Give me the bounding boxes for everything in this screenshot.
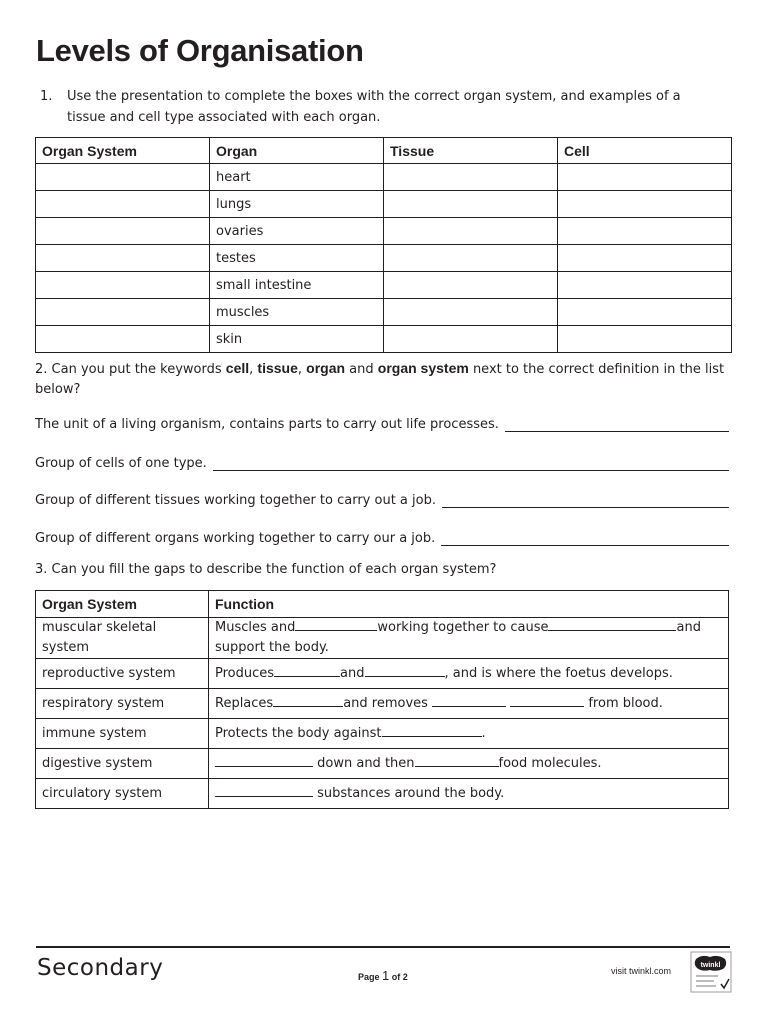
definition-row bbox=[35, 531, 729, 546]
gap-blank[interactable] bbox=[295, 618, 377, 631]
cell-type-cell[interactable] bbox=[558, 218, 732, 245]
table-row bbox=[36, 272, 732, 299]
definition-row bbox=[35, 417, 729, 432]
organ-system-cell[interactable] bbox=[36, 191, 210, 218]
function-part: Muscles and bbox=[215, 620, 296, 635]
function-part: from blood. bbox=[588, 695, 663, 711]
cell-type-cell[interactable] bbox=[558, 326, 732, 353]
gap-blank[interactable] bbox=[432, 694, 506, 707]
question-2 bbox=[35, 358, 729, 400]
definition-text: The unit of a living organism, contains parts to carry out life processes. bbox=[35, 417, 499, 432]
keyword-organ: organ bbox=[306, 360, 346, 376]
gap-blank[interactable] bbox=[510, 694, 584, 707]
organ-cell: small intestine bbox=[210, 272, 384, 299]
definition-text: Group of different tissues working together to carry out a job. bbox=[35, 493, 436, 508]
organ-cell: testes bbox=[210, 245, 384, 272]
function-text bbox=[209, 689, 729, 719]
separator: , bbox=[249, 362, 258, 377]
organ-table bbox=[35, 137, 732, 353]
answer-line[interactable] bbox=[441, 532, 729, 546]
table-row bbox=[36, 659, 729, 689]
definition-row bbox=[35, 493, 729, 508]
answer-line[interactable] bbox=[213, 457, 729, 471]
function-part: working together to cause bbox=[377, 620, 549, 635]
question-2-prefix: 2. Can you put the keywords bbox=[35, 362, 226, 377]
gap-blank[interactable] bbox=[215, 754, 313, 767]
function-part: and removes bbox=[343, 695, 428, 711]
table-row bbox=[36, 749, 729, 779]
table-row bbox=[36, 191, 732, 218]
brand-label: Secondary bbox=[37, 955, 164, 981]
tissue-cell[interactable] bbox=[384, 299, 558, 326]
function-part: Replaces bbox=[215, 695, 274, 711]
cell-type-cell[interactable] bbox=[558, 299, 732, 326]
question-1 bbox=[40, 86, 720, 128]
gap-blank[interactable] bbox=[548, 618, 676, 631]
function-part: Protects the body against bbox=[215, 725, 382, 741]
tissue-cell[interactable] bbox=[384, 245, 558, 272]
organ-system-cell[interactable] bbox=[36, 299, 210, 326]
function-text bbox=[209, 618, 729, 659]
function-part: down and then bbox=[317, 755, 415, 771]
organ-cell: lungs bbox=[210, 191, 384, 218]
organ-system-cell[interactable] bbox=[36, 245, 210, 272]
function-text bbox=[209, 749, 729, 779]
organ-system-cell[interactable] bbox=[36, 164, 210, 191]
tissue-cell[interactable] bbox=[384, 164, 558, 191]
gap-blank[interactable] bbox=[415, 754, 499, 767]
question-2-suffix: next to the correct definition in the list below? bbox=[35, 362, 725, 397]
page-number bbox=[358, 968, 408, 983]
organ-cell: skin bbox=[210, 326, 384, 353]
function-part: , and is where the foetus develops. bbox=[444, 665, 673, 681]
cell-type-cell[interactable] bbox=[558, 272, 732, 299]
header-organ-system: Organ System bbox=[36, 591, 209, 618]
function-part: substances around the body. bbox=[317, 785, 505, 801]
page-num: 1 bbox=[382, 968, 390, 983]
function-part: and support the body. bbox=[215, 620, 701, 655]
function-part: . bbox=[481, 725, 486, 741]
question-1-number: 1. bbox=[40, 89, 53, 104]
definition-row bbox=[35, 456, 729, 471]
separator: and bbox=[345, 362, 378, 377]
system-name: reproductive system bbox=[36, 659, 209, 689]
tissue-cell[interactable] bbox=[384, 272, 558, 299]
system-name: immune system bbox=[36, 719, 209, 749]
table-row bbox=[36, 719, 729, 749]
page-prefix: Page bbox=[358, 972, 383, 982]
gap-blank[interactable] bbox=[382, 724, 482, 737]
keyword-organ-system: organ system bbox=[377, 360, 469, 376]
organ-cell: muscles bbox=[210, 299, 384, 326]
system-name: respiratory system bbox=[36, 689, 209, 719]
header-function: Function bbox=[209, 591, 729, 618]
table-row bbox=[36, 689, 729, 719]
keyword-tissue: tissue bbox=[257, 360, 298, 376]
table-row bbox=[36, 299, 732, 326]
organ-cell: heart bbox=[210, 164, 384, 191]
table-row bbox=[36, 326, 732, 353]
tissue-cell[interactable] bbox=[384, 191, 558, 218]
function-part: and bbox=[340, 665, 365, 681]
header-cell: Cell bbox=[558, 138, 732, 164]
tissue-cell[interactable] bbox=[384, 218, 558, 245]
organ-table-header bbox=[36, 138, 732, 164]
function-table-header bbox=[36, 591, 729, 618]
function-text bbox=[209, 719, 729, 749]
table-row bbox=[36, 618, 729, 659]
cell-type-cell[interactable] bbox=[558, 164, 732, 191]
gap-blank[interactable] bbox=[365, 664, 445, 677]
system-name: digestive system bbox=[36, 749, 209, 779]
question-3: 3. Can you fill the gaps to describe the function of each organ system? bbox=[35, 562, 497, 577]
answer-line[interactable] bbox=[505, 418, 729, 432]
gap-blank[interactable] bbox=[215, 784, 313, 797]
keyword-cell: cell bbox=[225, 360, 250, 376]
function-part: Produces bbox=[215, 665, 275, 681]
definition-text: Group of different organs working together to carry our a job. bbox=[35, 531, 436, 546]
answer-line[interactable] bbox=[442, 494, 729, 508]
logo-text: twinkl bbox=[700, 962, 721, 969]
page-title: Levels of Organisation bbox=[36, 33, 364, 68]
system-name: circulatory system bbox=[36, 779, 209, 809]
organ-system-cell[interactable] bbox=[36, 218, 210, 245]
table-row bbox=[36, 779, 729, 809]
footer-divider bbox=[36, 946, 730, 948]
tissue-cell[interactable] bbox=[384, 326, 558, 353]
table-row bbox=[36, 218, 732, 245]
definition-text: Group of cells of one type. bbox=[35, 456, 207, 471]
cell-type-cell[interactable] bbox=[558, 245, 732, 272]
table-row bbox=[36, 245, 732, 272]
function-text bbox=[209, 659, 729, 689]
twinkl-logo-icon bbox=[690, 951, 732, 993]
separator: , bbox=[297, 362, 307, 377]
cell-type-cell[interactable] bbox=[558, 191, 732, 218]
organ-system-cell[interactable] bbox=[36, 326, 210, 353]
table-row bbox=[36, 164, 732, 191]
header-organ: Organ bbox=[210, 138, 384, 164]
function-table bbox=[35, 590, 729, 809]
gap-blank[interactable] bbox=[273, 694, 343, 707]
visit-link[interactable]: visit twinkl.com bbox=[611, 966, 672, 976]
function-part: food molecules. bbox=[498, 755, 602, 771]
header-organ-system: Organ System bbox=[36, 138, 210, 164]
page-suffix: of 2 bbox=[389, 972, 408, 982]
system-name: muscular skeletal system bbox=[36, 618, 209, 659]
gap-blank[interactable] bbox=[274, 664, 340, 677]
function-text bbox=[209, 779, 729, 809]
header-tissue: Tissue bbox=[384, 138, 558, 164]
organ-system-cell[interactable] bbox=[36, 272, 210, 299]
question-1-text: Use the presentation to complete the boxes with the correct organ system, and examples of a tissue and cell type associated with each organ. bbox=[67, 89, 681, 125]
organ-cell: ovaries bbox=[210, 218, 384, 245]
